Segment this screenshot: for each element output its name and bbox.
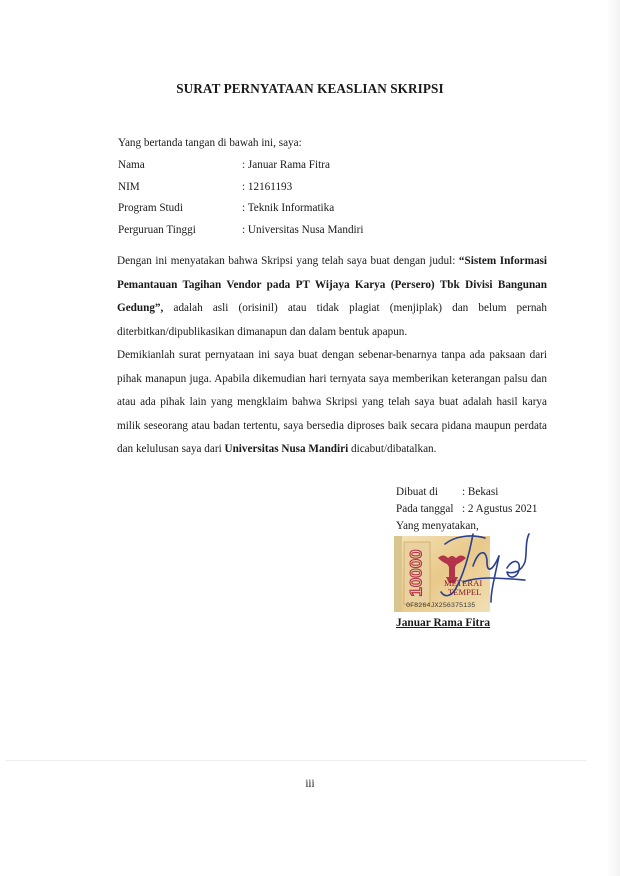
declaration-text-end: adalah asli (orisinil) atau tidak plagiat (menjiplak) dan belum pernah diterbitkan/dipublikasikan dimanapun dan dalam bentuk apapun.: [117, 302, 547, 338]
date-label: Pada tanggal: [396, 503, 454, 515]
signature-stroke-2: [473, 553, 499, 569]
identity-value: : Teknik Informatika: [242, 202, 335, 214]
identity-row-university: [118, 224, 364, 246]
stamp-label-2: TEMPEL: [448, 587, 482, 597]
identity-value: : Januar Rama Fitra: [242, 159, 330, 171]
identity-label: Perguruan Tinggi: [118, 223, 196, 236]
signature-stroke-4: [507, 534, 529, 577]
identity-row-name: [118, 159, 364, 181]
identity-row-nim: [118, 181, 364, 203]
thesis-title: “Sistem Informasi Pemantauan Tagihan Vendor pada PT Wijaya Karya (Persero) Tbk Divisi Bangunan Gedung”,: [117, 255, 548, 314]
document-title: SURAT PERNYATAAN KEASLIAN SKRIPSI: [176, 81, 444, 96]
identity-row-program: [118, 202, 364, 224]
identity-label: Program Studi: [118, 202, 183, 214]
identity-label: NIM: [118, 180, 140, 193]
page-number: iii: [305, 778, 315, 790]
signature-stroke-1: [441, 534, 485, 596]
place-row: [396, 484, 538, 501]
stamp-edge: [394, 536, 402, 612]
closing-text: Demikianlah surat pernyataan ini saya buat dengan sebenar-benarnya tanpa ada paksaan dari pihak manapun juga. Apabila dikemudian hari ternyata saya memberikan keterangan palsu dan atau ada pihak lain yang mengklaim bahwa Skripsi yang telah saya buat adalah hasil karya milik seseorang atau badan tertentu, saya bersedia diproses baik secara pidana maupun perdata dan kelulusan saya dari: [117, 349, 547, 455]
stamp-value: 10000: [406, 549, 426, 597]
identity-table: [118, 159, 364, 245]
date-value: : 2 Agustus 2021: [462, 503, 538, 515]
stamp-label-1: METERAI: [444, 578, 483, 588]
identity-value: : 12161193: [242, 180, 293, 193]
closing-text-end: dicabut/dibatalkan.: [348, 443, 437, 455]
identity-value: : Universitas Nusa Mandiri: [242, 223, 364, 236]
stamp-serial: 0F8264JX256375135: [406, 602, 476, 610]
identity-label: Nama: [118, 159, 145, 171]
closing-paragraph: [117, 344, 547, 462]
date-row: [396, 501, 538, 518]
university-name: Universitas Nusa Mandiri: [224, 443, 349, 455]
place-label: Dibuat di: [396, 486, 438, 498]
handwritten-signature: [433, 518, 547, 616]
page-edge-shadow: [606, 0, 620, 876]
declaration-text: Dengan ini menyatakan bahwa Skripsi yang telah saya buat dengan judul:: [117, 255, 459, 267]
intro-text: Yang bertanda tangan di bawah ini, saya:: [118, 137, 302, 149]
signer-name: Januar Rama Fitra: [396, 617, 491, 629]
declaration-paragraph: [117, 250, 547, 344]
footer-divider: [6, 760, 586, 761]
statement-text: Yang menyatakan,: [396, 520, 479, 532]
place-value: : Bekasi: [462, 486, 499, 498]
